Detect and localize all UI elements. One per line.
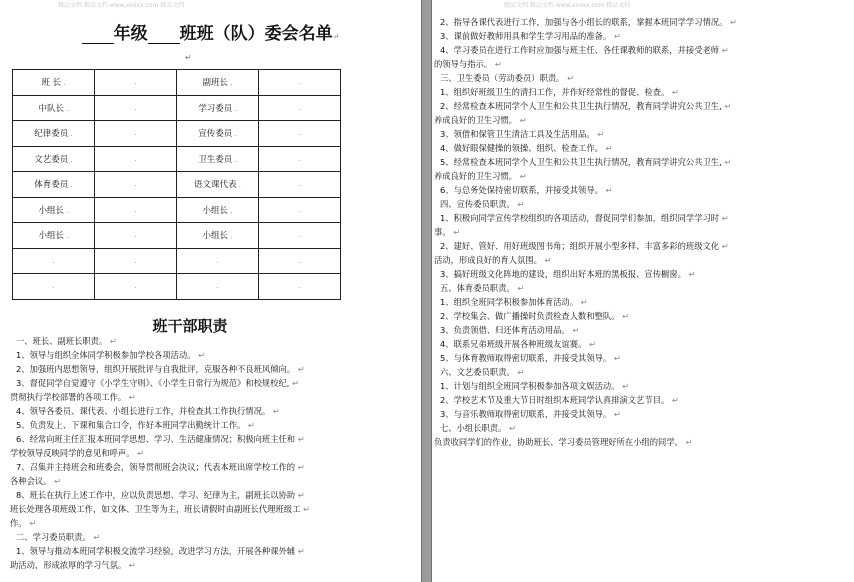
text-line bbox=[440, 156, 731, 169]
text-line-content: 1、组织好班级卫生的清扫工作，并作好经常性的督促、检查。 bbox=[440, 87, 670, 97]
roster-role-cell[interactable] bbox=[177, 121, 259, 147]
paragraph-mark-icon: ↵ bbox=[514, 283, 525, 293]
text-line bbox=[440, 296, 588, 309]
text-line bbox=[16, 433, 305, 446]
text-line bbox=[440, 422, 516, 435]
text-line-content: 1、领导与推动本班同学积极交流学习经验，改进学习方法，开展各种课外辅 bbox=[16, 546, 296, 556]
cell-end-mark-icon: . bbox=[134, 103, 137, 112]
text-line-content: 2、加强班内思想领导，组织开展批评与自我批评，克服各种不良班风倾向。 bbox=[16, 364, 296, 374]
text-line bbox=[434, 254, 551, 267]
text-line-content: 二、学习委员职责。 bbox=[16, 532, 91, 542]
cell-end-mark-icon: . bbox=[298, 282, 301, 291]
text-line-content: 2、建好、管好、用好班级图书角；组织开展小型多样、丰富多彩的班级文化 bbox=[440, 241, 720, 251]
cell-end-mark-icon: . bbox=[298, 103, 301, 112]
text-line-content: 养成良好的卫生习惯。 bbox=[434, 115, 517, 125]
cell-end-mark-icon: . bbox=[52, 256, 55, 265]
text-line-content: 各种会议。 bbox=[10, 476, 52, 486]
roster-row bbox=[13, 70, 341, 96]
paragraph-mark-icon: ↵ bbox=[300, 504, 310, 514]
roster-row bbox=[13, 121, 341, 147]
roster-row bbox=[13, 274, 341, 300]
paragraph-mark-icon: ↵ bbox=[289, 378, 300, 388]
text-line bbox=[10, 503, 310, 516]
cell-end-mark-icon: . bbox=[134, 231, 137, 240]
text-line-content: 3、搞好班级文化阵地的建设，组织出好本班的黑板报、宣传橱窗。 bbox=[440, 269, 686, 279]
text-line bbox=[440, 352, 621, 365]
text-line bbox=[16, 363, 305, 376]
text-line-content: 3、领借和保管卫生清洁工具及生活用品。 bbox=[440, 129, 595, 139]
roster-name-cell[interactable] bbox=[259, 223, 341, 249]
title-main-text: 班班（队）委会名单 bbox=[179, 24, 333, 44]
text-line-content: 6、经常向班主任汇报本班同学思想、学习、生活健康情况；积极向班主任和 bbox=[16, 434, 296, 444]
text-line bbox=[10, 447, 144, 460]
text-line bbox=[440, 268, 696, 281]
cell-end-mark-icon: . bbox=[298, 154, 301, 163]
roster-name-cell[interactable] bbox=[259, 274, 341, 300]
roster-role-cell[interactable] bbox=[13, 223, 95, 249]
cell-end-mark-icon: . bbox=[298, 231, 301, 240]
roster-role-cell[interactable] bbox=[177, 95, 259, 121]
roster-role-cell[interactable] bbox=[13, 197, 95, 223]
document-title bbox=[0, 19, 421, 44]
cell-end-mark-icon: . bbox=[134, 205, 137, 214]
roster-row bbox=[13, 197, 341, 223]
text-line bbox=[440, 366, 524, 379]
text-line bbox=[16, 349, 205, 362]
cell-end-mark-icon: . bbox=[232, 155, 237, 164]
text-line bbox=[434, 170, 527, 183]
cell-end-mark-icon: . bbox=[216, 256, 219, 265]
roster-role-cell[interactable] bbox=[177, 70, 259, 96]
text-line-content: 2、经常检查本班同学个人卫生和公共卫生执行情况，教育同学讲究公共卫生, bbox=[440, 101, 722, 111]
paragraph-mark-icon: ↵ bbox=[90, 532, 101, 542]
text-line bbox=[16, 377, 299, 390]
roster-name-cell[interactable] bbox=[95, 146, 177, 172]
paragraph-mark-icon: ↵ bbox=[514, 199, 525, 209]
cell-end-mark-icon: . bbox=[232, 130, 237, 139]
paragraph-mark-icon: ↵ bbox=[727, 17, 737, 27]
text-line-content: 2、学校艺术节及重大节日时组织本班同学认真排演文艺节目。 bbox=[440, 395, 670, 405]
text-line bbox=[434, 58, 502, 71]
roster-name-cell[interactable] bbox=[95, 223, 177, 249]
roster-row bbox=[13, 223, 341, 249]
text-line-content: 7、召集并主持班会和班委会，领导贯彻班会决议；代表本班出席学校工作的 bbox=[16, 462, 296, 472]
cell-end-mark-icon: . bbox=[298, 78, 301, 87]
paragraph-mark-icon: ↵ bbox=[619, 311, 630, 321]
paragraph-mark-icon: ↵ bbox=[669, 395, 679, 405]
text-line-content: 1、计划与组织全班同学积极参加各项文娱活动。 bbox=[440, 381, 620, 391]
cell-end-mark-icon: . bbox=[298, 129, 301, 138]
paragraph-mark-icon: ↵ bbox=[195, 350, 206, 360]
text-line bbox=[434, 436, 693, 449]
paragraph-mark-icon: ↵ bbox=[721, 157, 732, 167]
text-line-content: 1、积极向同学宣传学校组织的各项活动，督促同学们参加，组织同学学习时 bbox=[440, 213, 720, 223]
text-line bbox=[440, 282, 524, 295]
paragraph-mark-icon: ↵ bbox=[295, 364, 305, 374]
roster-role-cell[interactable] bbox=[13, 95, 95, 121]
text-line bbox=[16, 461, 305, 474]
roster-name-cell[interactable] bbox=[259, 172, 341, 198]
roster-role-cell[interactable] bbox=[177, 223, 259, 249]
page-header-watermark: 精品文档 精品文档 www.xxxxx.com 精品文档 bbox=[58, 2, 185, 9]
cell-end-mark-icon: . bbox=[134, 129, 137, 138]
text-line-content: 8、班长在执行上述工作中，应以负责思想、学习、纪律为主，副班长以协助 bbox=[16, 490, 296, 500]
text-line bbox=[440, 240, 729, 253]
cell-end-mark-icon: . bbox=[68, 130, 73, 139]
roster-cell-text: 副班长 bbox=[202, 78, 229, 89]
cell-end-mark-icon: . bbox=[134, 256, 137, 265]
paragraph-mark-icon: ↵ bbox=[295, 462, 305, 472]
cell-end-mark-icon: . bbox=[232, 104, 237, 113]
roster-cell-text: 小组长 bbox=[38, 205, 65, 216]
text-line-content: 4、联系兄弟班级开展各种班级友谊赛。 bbox=[440, 339, 587, 349]
text-line-content: 2、学校集会、做广播操时负责检查人数和整队。 bbox=[440, 311, 620, 321]
text-line bbox=[10, 475, 61, 488]
cell-end-mark-icon: . bbox=[298, 205, 301, 214]
text-line bbox=[16, 531, 100, 544]
roster-role-cell[interactable] bbox=[13, 121, 95, 147]
text-line bbox=[440, 380, 629, 393]
text-line bbox=[16, 419, 255, 432]
text-line bbox=[440, 394, 679, 407]
text-line bbox=[440, 142, 613, 155]
roster-row bbox=[13, 95, 341, 121]
paragraph-mark-icon: ↵ bbox=[602, 143, 613, 153]
roster-name-cell[interactable] bbox=[259, 70, 341, 96]
paragraph-mark-icon: ↵ bbox=[126, 392, 136, 402]
roster-cell-text: 纪律委员 bbox=[34, 129, 69, 140]
paragraph-mark-icon: ↵ bbox=[270, 406, 280, 416]
roster-role-cell[interactable] bbox=[177, 172, 259, 198]
paragraph-mark-icon: ↵ bbox=[578, 297, 588, 307]
roster-row bbox=[13, 146, 341, 172]
roster-name-cell[interactable] bbox=[95, 95, 177, 121]
roster-cell-text: 小组长 bbox=[38, 231, 65, 242]
roster-name-cell[interactable] bbox=[95, 121, 177, 147]
paragraph-mark-icon: ↵ bbox=[719, 45, 729, 55]
cell-end-mark-icon: . bbox=[64, 206, 69, 215]
roster-cell-text: 卫生委员 bbox=[198, 154, 233, 165]
text-line-content: 4、做好眼保健操的领操、组织、检查工作。 bbox=[440, 143, 603, 153]
text-line bbox=[440, 324, 579, 337]
text-line bbox=[440, 310, 629, 323]
cell-end-mark-icon: . bbox=[134, 180, 137, 189]
page-gutter bbox=[421, 0, 432, 582]
paragraph-mark-icon: ↵ bbox=[719, 241, 729, 251]
paragraph-mark-icon: ↵ bbox=[669, 87, 679, 97]
paragraph-mark-icon: ↵ bbox=[295, 546, 305, 556]
text-line-content: 4、领导各委员、课代表、小组长进行工作，并检查其工作执行情况。 bbox=[16, 406, 271, 416]
text-line-content: 六、文艺委员职责。 bbox=[440, 367, 515, 377]
roster-role-cell[interactable] bbox=[13, 248, 95, 274]
text-line-content: 事。 bbox=[434, 227, 451, 237]
roster-row bbox=[13, 248, 341, 274]
text-line bbox=[16, 405, 280, 418]
document-page-right bbox=[432, 0, 854, 582]
cell-end-mark-icon: . bbox=[68, 155, 73, 164]
roster-cell-text: 小组长 bbox=[202, 205, 229, 216]
paragraph-mark-icon: ↵ bbox=[185, 53, 192, 62]
paragraph-mark-icon: ↵ bbox=[295, 434, 305, 444]
paragraph-mark-icon: ↵ bbox=[516, 115, 527, 125]
roster-cell-text: 小组长 bbox=[202, 231, 229, 242]
cell-end-mark-icon: . bbox=[228, 232, 233, 241]
text-line bbox=[10, 559, 136, 572]
text-line-content: 4、学习委员在进行工作时应加强与班主任、各任课教师的联系，并接受老师 bbox=[440, 45, 720, 55]
text-line-content: 1、领导与组织全体同学积极参加学校各项活动。 bbox=[16, 350, 196, 360]
text-line-content: 6、与总务处保持密切联系，并接受其领导。 bbox=[440, 185, 603, 195]
text-line-content: 5、经常检查本班同学个人卫生和公共卫生执行情况，教育同学讲究公共卫生, bbox=[440, 157, 722, 167]
text-line bbox=[440, 30, 621, 43]
text-line-content: 五、体育委员职责。 bbox=[440, 283, 515, 293]
document-page-left bbox=[0, 0, 421, 582]
roster-name-cell[interactable] bbox=[95, 248, 177, 274]
roster-table bbox=[12, 69, 341, 300]
paragraph-mark-icon: ↵ bbox=[51, 476, 62, 486]
cell-end-mark-icon: . bbox=[134, 154, 137, 163]
text-line-content: 1、组织全班同学积极参加体育活动。 bbox=[440, 297, 579, 307]
cell-end-mark-icon: . bbox=[64, 104, 69, 113]
cell-end-mark-icon: . bbox=[61, 79, 66, 88]
cell-end-mark-icon: . bbox=[52, 282, 55, 291]
roster-name-cell[interactable] bbox=[259, 197, 341, 223]
paragraph-mark-icon: ↵ bbox=[506, 423, 516, 433]
text-line-content: 负责收同学们的作业，协助班长、学习委员管理好所在小组的同学。 bbox=[434, 437, 683, 447]
text-line bbox=[440, 100, 731, 113]
roster-cell-text: 学习委员 bbox=[198, 103, 233, 114]
text-line bbox=[10, 391, 136, 404]
cell-end-mark-icon: . bbox=[134, 78, 137, 87]
text-line bbox=[440, 16, 737, 29]
roster-name-cell[interactable] bbox=[259, 248, 341, 274]
text-line-content: 5、与体育教师取得密切联系，并接受其领导。 bbox=[440, 353, 612, 363]
cell-end-mark-icon: . bbox=[68, 181, 73, 190]
paragraph-mark-icon: ↵ bbox=[611, 409, 621, 419]
paragraph-mark-icon: ↵ bbox=[107, 336, 117, 346]
roster-role-cell[interactable] bbox=[13, 172, 95, 198]
roster-cell-text: 中队长 bbox=[38, 103, 65, 114]
paragraph-mark-icon: ↵ bbox=[295, 490, 305, 500]
paragraph-mark-icon: ↵ bbox=[611, 353, 621, 363]
paragraph-mark-icon: ↵ bbox=[586, 339, 596, 349]
paragraph-mark-icon: ↵ bbox=[492, 59, 502, 69]
roster-role-cell[interactable] bbox=[177, 197, 259, 223]
class-blank bbox=[148, 27, 180, 44]
text-line-content: 2、指导各课代表进行工作，加强与各小组长的联系，掌握本班同学学习情况。 bbox=[440, 17, 728, 27]
text-line bbox=[440, 184, 613, 197]
text-line bbox=[440, 128, 604, 141]
roster-row bbox=[13, 172, 341, 198]
roster-cell-text: 宣传委员 bbox=[198, 129, 233, 140]
roster-name-cell[interactable] bbox=[259, 121, 341, 147]
text-line-content: 3、课前做好教师用具和学生学习用品的准备。 bbox=[440, 31, 612, 41]
text-line-content: 3、负责领借、归还体育活动用品。 bbox=[440, 325, 570, 335]
text-line-content: 四、宣传委员职责。 bbox=[440, 199, 515, 209]
paragraph-mark-icon: ↵ bbox=[541, 255, 552, 265]
roster-cell-text: 班 长 bbox=[41, 78, 62, 89]
text-line-content: 班长处理各项班级工作，如文体、卫生等为主，班长请假时由副班长代理班级工 bbox=[10, 504, 301, 514]
text-line-content: 养成良好的卫生习惯。 bbox=[434, 171, 517, 181]
text-line bbox=[434, 226, 460, 239]
paragraph-mark-icon: ↵ bbox=[721, 101, 732, 111]
paragraph-mark-icon: ↵ bbox=[126, 560, 136, 570]
text-line-content: 助活动，形成浓厚的学习气氛。 bbox=[10, 560, 127, 570]
cell-end-mark-icon: . bbox=[134, 282, 137, 291]
roster-cell-text: 文艺委员 bbox=[34, 154, 69, 165]
paragraph-mark-icon: ↵ bbox=[611, 31, 621, 41]
paragraph-mark-icon: ↵ bbox=[682, 437, 693, 447]
text-line bbox=[440, 408, 621, 421]
text-line bbox=[440, 338, 596, 351]
text-line-content: 的领导与指示。 bbox=[434, 59, 493, 69]
grade-blank bbox=[82, 27, 114, 44]
page-header-watermark: 精品文档 精品文档 www.xxxxx.com 精品文档 bbox=[504, 2, 631, 9]
cell-end-mark-icon: . bbox=[298, 256, 301, 265]
text-line bbox=[440, 212, 729, 225]
text-line-content: 贯彻执行学校部署的各项工作。 bbox=[10, 392, 127, 402]
paragraph-mark-icon: ↵ bbox=[516, 171, 527, 181]
text-line-content: 一、班长、副班长职责。 bbox=[16, 336, 108, 346]
paragraph-mark-icon: ↵ bbox=[719, 213, 729, 223]
roster-name-cell[interactable] bbox=[95, 172, 177, 198]
roster-name-cell[interactable] bbox=[259, 95, 341, 121]
roster-role-cell[interactable] bbox=[177, 248, 259, 274]
roster-role-cell[interactable] bbox=[177, 274, 259, 300]
cell-end-mark-icon: . bbox=[64, 232, 69, 241]
text-line-content: 作。 bbox=[10, 518, 27, 528]
text-line bbox=[16, 489, 305, 502]
paragraph-mark-icon: ↵ bbox=[619, 381, 630, 391]
text-line bbox=[440, 198, 524, 211]
text-line-content: 学校领导反映同学的意见和呼声。 bbox=[10, 448, 135, 458]
roster-role-cell[interactable] bbox=[177, 146, 259, 172]
text-line-content: 5、负责发上、下课和集合口令，作好本班同学出勤统计工作。 bbox=[16, 420, 246, 430]
text-line bbox=[16, 335, 117, 348]
text-line-content: 三、卫生委员（劳动委员）职责。 bbox=[440, 73, 565, 83]
text-line-content: 3、督促同学自觉遵守《小学生守则》、《小学生日常行为规范》和校规校纪, bbox=[16, 378, 290, 388]
text-line bbox=[440, 72, 574, 85]
text-line bbox=[440, 44, 729, 57]
title-grade-text: 年级 bbox=[113, 24, 148, 44]
paragraph-mark-icon: ↵ bbox=[450, 227, 461, 237]
paragraph-mark-icon: ↵ bbox=[245, 420, 255, 430]
roster-name-cell[interactable] bbox=[259, 146, 341, 172]
cell-end-mark-icon: . bbox=[216, 282, 219, 291]
cell-end-mark-icon: . bbox=[298, 180, 301, 189]
text-line-content: 七、小组长职责。 bbox=[440, 423, 507, 433]
paragraph-mark-icon: ↵ bbox=[134, 448, 145, 458]
text-line bbox=[434, 114, 527, 127]
section-title: 班干部职责 bbox=[152, 317, 228, 335]
roster-role-cell[interactable] bbox=[13, 70, 95, 96]
paragraph-mark-icon: ↵ bbox=[602, 185, 613, 195]
paragraph-mark-icon: ↵ bbox=[594, 129, 605, 139]
roster-cell-text: 体育委员 bbox=[34, 180, 69, 191]
roster-name-cell[interactable] bbox=[95, 274, 177, 300]
cell-end-mark-icon: . bbox=[236, 181, 241, 190]
paragraph-mark-icon: ↵ bbox=[332, 32, 340, 41]
roster-cell-text: 语文课代表 bbox=[194, 180, 237, 191]
text-line bbox=[440, 86, 679, 99]
cell-end-mark-icon: . bbox=[228, 79, 233, 88]
roster-role-cell[interactable] bbox=[13, 274, 95, 300]
paragraph-mark-icon: ↵ bbox=[26, 518, 37, 528]
roster-role-cell[interactable] bbox=[13, 146, 95, 172]
text-line-content: 活动，形成良好的育人氛围。 bbox=[434, 255, 542, 265]
paragraph-mark-icon: ↵ bbox=[564, 73, 575, 83]
text-line bbox=[10, 517, 36, 530]
paragraph-mark-icon: ↵ bbox=[685, 269, 696, 279]
roster-name-cell[interactable] bbox=[95, 70, 177, 96]
text-line-content: 3、与音乐教师取得密切联系，并接受其领导。 bbox=[440, 409, 612, 419]
paragraph-mark-icon: ↵ bbox=[514, 367, 525, 377]
paragraph-mark-icon: ↵ bbox=[569, 325, 580, 335]
cell-end-mark-icon: . bbox=[228, 206, 233, 215]
roster-name-cell[interactable] bbox=[95, 197, 177, 223]
text-line bbox=[16, 545, 305, 558]
